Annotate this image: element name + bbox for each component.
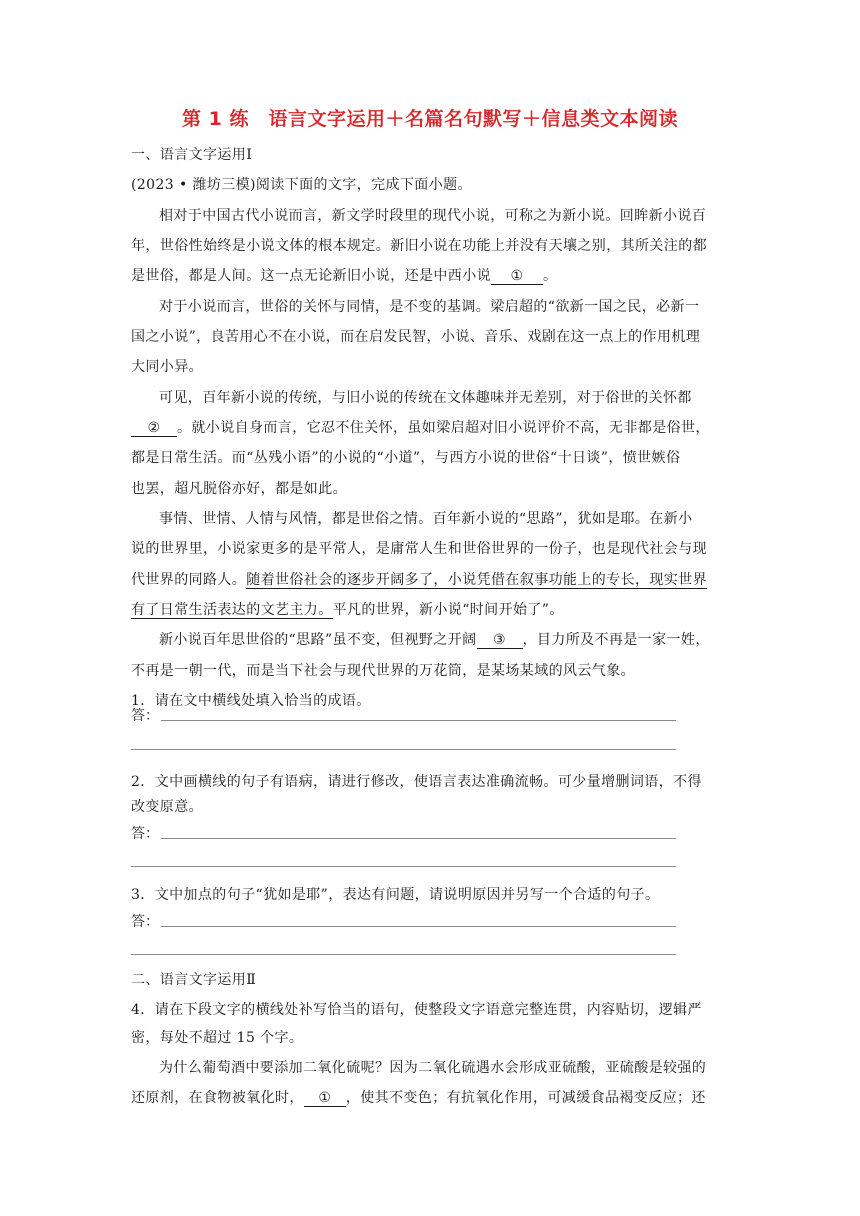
question-4-line1: 4．请在下段文字的横线处补写恰当的语句，使整段文字语意完整连贯，内容贴切，逻辑严 (131, 1002, 702, 1018)
p3-line2 (131, 418, 731, 438)
s2-p1-line2-text: 还原剂，在食物被氧化时， (131, 1090, 304, 1106)
p1-line1: 相对于中国古代小说而言，新文学时段里的现代小说，可称之为新小说。回眸新小说百 (159, 208, 707, 224)
p5-line1 (159, 630, 731, 650)
question-1: 1．请在文中横线处填入恰当的成语。 (131, 693, 371, 709)
answer-line[interactable] (161, 926, 676, 927)
page-title: 第 1 练 语言文字运用＋名篇名句默写＋信息类文本阅读 (182, 108, 678, 130)
answer-line-q2-extra[interactable] (131, 866, 676, 867)
blank-1[interactable]: ① (491, 268, 543, 285)
p1-line3 (131, 266, 731, 286)
answer-label: 答： (131, 914, 159, 930)
answer-row-q2[interactable] (131, 824, 676, 844)
p1-line2: 年，世俗性始终是小说文体的根本规定。新旧小说在功能上并没有天壤之别，其所关注的都 (131, 238, 707, 254)
p1-line3-text: 是世俗，都是人间。这一点无论新旧小说，还是中西小说 (131, 268, 491, 284)
p4-line4 (131, 600, 731, 620)
answer-label: 答： (131, 708, 159, 724)
p1-line3-end: 。 (543, 268, 558, 284)
s2-p1-line1: 为什么葡萄酒中要添加二氧化硫呢？因为二氧化硫遇水会形成亚硫酸，亚硫酸是较强的 (159, 1060, 707, 1076)
answer-line[interactable] (161, 838, 676, 839)
p4-line3 (131, 570, 731, 590)
section1-heading: 一、语言文字运用Ⅰ (131, 147, 253, 163)
answer-row-q1[interactable] (131, 706, 676, 726)
answer-label: 答： (131, 826, 159, 842)
p2-line1: 对于小说而言，世俗的关怀与同情，是不变的基调。梁启超的“欲新一国之民，必新一 (159, 299, 700, 315)
p5-line1-text: 新小说百年思世俗的“思路”虽不变，但视野之开阔 (159, 632, 477, 648)
p4-line1: 事情、世情、人情与风情，都是世俗之情。百年新小说的“思路”，犹如是耶。在新小 (159, 511, 693, 527)
p4-line3-text: 代世界的同路人。 (131, 572, 247, 588)
underlined-sentence-part2: 有了日常生活表达的文艺主力。 (131, 602, 333, 618)
p3-line1: 可见，百年新小说的传统，与旧小说的传统在文体趣味并无差别，对于俗世的关怀都 (159, 390, 692, 406)
answer-row-q3[interactable] (131, 912, 676, 932)
p4-line4-text: 平凡的世界，新小说“时间开始了”。 (332, 602, 564, 618)
s2-p1-line2 (131, 1088, 731, 1108)
source-line: (2023 • 潍坊三模)阅读下面的文字，完成下面小题。 (131, 177, 472, 193)
section2-heading: 二、语言文字运用Ⅱ (131, 972, 257, 988)
answer-line[interactable] (161, 720, 676, 721)
blank-2[interactable]: ② (131, 420, 177, 437)
p5-line1-end: ，目力所及不再是一家一姓， (522, 632, 710, 648)
p3-line2-text: 。就小说自身而言，它忍不住关怀，虽如梁启超对旧小说评价不高，无非都是俗世， (177, 420, 710, 436)
p2-line2: 国之小说”，良苦用心不在小说，而在启发民智，小说、音乐、戏剧在这一点上的作用机理 (131, 329, 701, 345)
question-2-line1: 2．文中画横线的句子有语病，请进行修改，使语言表达准确流畅。可少量增删词语，不得 (131, 774, 702, 790)
p4-line2: 说的世界里，小说家更多的是平常人，是庸常人生和世俗世界的一份子，也是现代社会与现 (131, 541, 707, 557)
answer-line-q3-extra[interactable] (131, 954, 676, 955)
p2-line3: 大同小异。 (131, 359, 203, 375)
p5-line2: 不再是一朝一代，而是当下社会与现代世界的万花筒，是某场某域的风云气象。 (131, 663, 635, 679)
s2-p1-line2-end: ，使其不变色；有抗氧化作用，可减缓食品褐变反应；还 (345, 1090, 706, 1106)
question-2-line2: 改变原意。 (131, 799, 203, 815)
question-4-line2: 密，每处不超过 15 个字。 (131, 1030, 304, 1046)
underlined-sentence-part1: 随着世俗社会的逐步开阔多了，小说凭借在叙事功能上的专长，现实世界 (246, 572, 708, 588)
blank-3[interactable]: ③ (477, 632, 523, 649)
question-3: 3．文中加点的句子“犹如是耶”，表达有问题，请说明原因并另写一个合适的句子。 (131, 887, 660, 903)
answer-line-q1-extra[interactable] (131, 749, 676, 750)
p3-line4: 也罢，超凡脱俗亦好，都是如此。 (131, 481, 347, 497)
p3-line3: 都是日常生活。而“丛残小语”的小说的“小道”，与西方小说的世俗“十日谈”，愤世嫉俗 (131, 450, 681, 466)
blank-s2-1[interactable]: ① (304, 1090, 346, 1107)
